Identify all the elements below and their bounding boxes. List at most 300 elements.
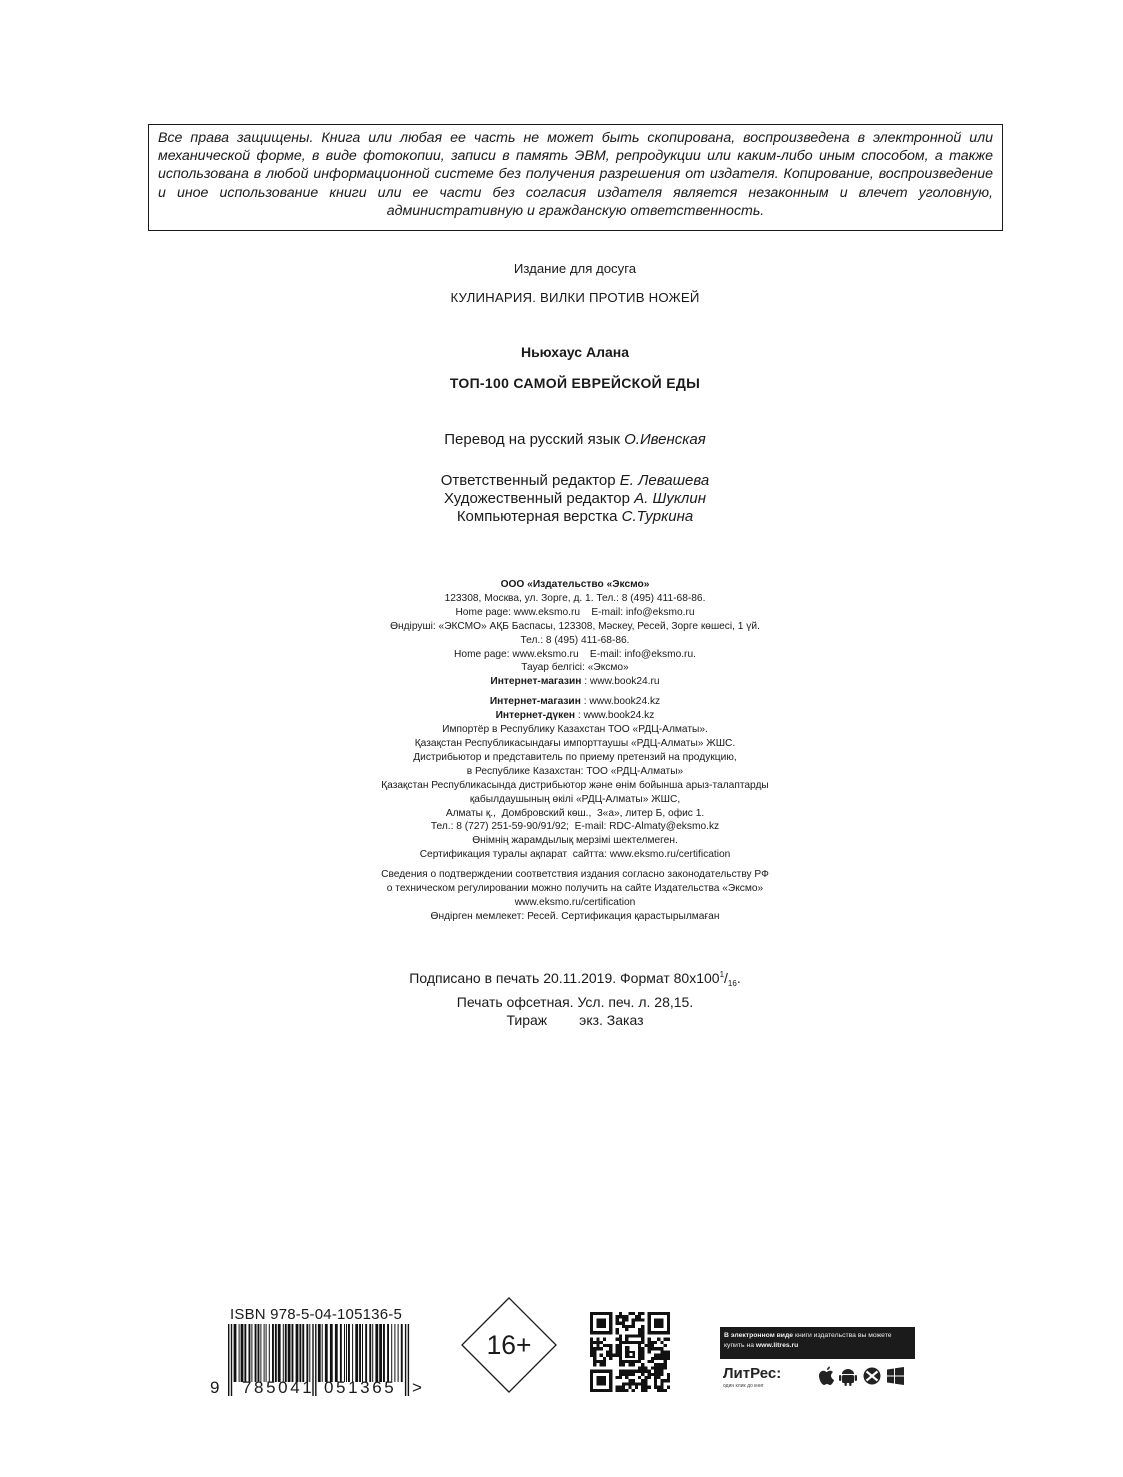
barcode-bar xyxy=(283,1324,284,1382)
qr-module xyxy=(667,1354,670,1357)
online-shop-kz-kazakh: Интернет-дүкен : www.book24.kz xyxy=(495,710,655,722)
qr-module xyxy=(660,1379,663,1382)
barcode-bar xyxy=(362,1324,363,1382)
qr-module xyxy=(641,1373,644,1376)
qr-module xyxy=(590,1338,593,1341)
qr-module xyxy=(625,1389,628,1392)
qr-module xyxy=(638,1366,641,1369)
qr-module xyxy=(593,1354,596,1357)
qr-module xyxy=(660,1357,663,1360)
qr-module xyxy=(632,1312,635,1315)
qr-code-icon xyxy=(590,1312,670,1392)
qr-module xyxy=(644,1376,647,1379)
qr-module xyxy=(657,1389,660,1392)
qr-module xyxy=(616,1344,619,1347)
barcode-bar xyxy=(228,1324,229,1396)
qr-module xyxy=(660,1370,663,1373)
publisher-name: ООО «Издательство «Эксмо» xyxy=(500,579,650,590)
qr-module xyxy=(664,1389,667,1392)
qr-module xyxy=(667,1350,670,1353)
qr-module xyxy=(638,1334,641,1337)
qr-module xyxy=(644,1344,647,1347)
qr-module xyxy=(616,1347,619,1350)
qr-module xyxy=(638,1312,641,1315)
barcode-bar xyxy=(355,1324,358,1382)
qr-module xyxy=(590,1350,593,1353)
publisher-line: Home page: www.eksmo.ru E-mail: info@eksmo.ru xyxy=(455,606,695,618)
qr-module xyxy=(654,1363,657,1366)
platform-icons xyxy=(816,1365,912,1387)
barcode-digit-first: 9 xyxy=(210,1378,220,1397)
qr-module xyxy=(660,1341,663,1344)
qr-module xyxy=(619,1376,622,1379)
qr-module xyxy=(616,1338,619,1341)
qr-module xyxy=(616,1328,619,1331)
qr-module xyxy=(638,1370,641,1373)
qr-module xyxy=(651,1366,654,1369)
print-line: Тираж экз. Заказ xyxy=(506,1012,644,1028)
qr-module xyxy=(657,1354,660,1357)
litres-banner xyxy=(720,1327,915,1394)
publisher-line: Тел.: 8 (727) 251-59-90/91/92; E-mail: RDC-Almaty@eksmo.kz xyxy=(430,821,720,833)
xbox-icon xyxy=(864,1368,881,1385)
qr-module xyxy=(625,1382,628,1385)
qr-module xyxy=(609,1347,612,1350)
qr-module xyxy=(667,1379,670,1382)
qr-module xyxy=(657,1363,660,1366)
certification-line: Өндірген мемлекет: Ресей. Сертификация қарастырылмаған xyxy=(430,910,720,922)
barcode-bar xyxy=(335,1324,338,1382)
qr-module xyxy=(664,1338,667,1341)
barcode-bar xyxy=(251,1324,252,1382)
qr-module xyxy=(654,1382,657,1385)
qr-module xyxy=(641,1363,644,1366)
qr-module xyxy=(648,1341,651,1344)
barcode-bar xyxy=(306,1324,308,1382)
qr-module xyxy=(641,1350,644,1353)
qr-module xyxy=(641,1354,644,1357)
series-name: КУЛИНАРИЯ. ВИЛКИ ПРОТИВ НОЖЕЙ xyxy=(450,290,700,305)
publisher-line: Дистрибьютор и представитель по приему претензий на продукцию, xyxy=(413,751,737,763)
qr-module xyxy=(603,1338,606,1341)
qr-module xyxy=(590,1344,593,1347)
qr-module xyxy=(596,1347,599,1350)
barcode-bar xyxy=(285,1324,287,1382)
qr-module xyxy=(622,1322,625,1325)
qr-module xyxy=(667,1373,670,1376)
qr-module xyxy=(664,1363,667,1366)
qr-module xyxy=(625,1328,628,1331)
publisher-line: в Республике Казахстан: ТОО «РДЦ-Алматы» xyxy=(466,765,684,777)
qr-module xyxy=(606,1354,609,1357)
qr-module xyxy=(629,1353,632,1356)
publisher-line: Home page: www.eksmo.ru E-mail: info@eksmo.ru. xyxy=(454,648,696,660)
qr-module xyxy=(593,1350,596,1353)
qr-module xyxy=(651,1347,654,1350)
age-rating-text: 16+ xyxy=(486,1329,532,1360)
qr-module xyxy=(628,1379,631,1382)
barcode-bar xyxy=(315,1324,316,1396)
qr-module xyxy=(612,1354,615,1357)
barcode-bar xyxy=(383,1324,385,1382)
qr-module xyxy=(660,1350,663,1353)
barcode-bar xyxy=(234,1324,237,1382)
barcode-digit-end: > xyxy=(412,1378,422,1397)
qr-module xyxy=(622,1386,625,1389)
qr-module xyxy=(606,1350,609,1353)
qr-module xyxy=(600,1354,603,1357)
publisher-line: 123308, Москва, ул. Зорге, д. 1. Тел.: 8 (495) 411-68-86. xyxy=(444,592,706,604)
barcode-digits-left: 785041 xyxy=(242,1378,315,1397)
qr-module xyxy=(664,1366,667,1369)
publisher-line: Қазақстан Республикасындағы импорттаушы «РДЦ-Алматы» ЖШС. xyxy=(414,737,736,749)
qr-module xyxy=(616,1350,619,1353)
qr-module xyxy=(638,1382,641,1385)
qr-module xyxy=(628,1370,631,1373)
barcode-bar xyxy=(296,1324,299,1382)
barcode-bar xyxy=(346,1324,347,1382)
barcode-bar xyxy=(302,1324,304,1382)
qr-module xyxy=(625,1376,628,1379)
qr-module xyxy=(660,1363,663,1366)
qr-module xyxy=(619,1315,622,1318)
qr-module xyxy=(590,1341,593,1344)
qr-module xyxy=(593,1347,596,1350)
qr-module xyxy=(657,1347,660,1350)
litres-logo: ЛитРес: xyxy=(723,1365,782,1382)
publisher-line: Қазақстан Республикасында дистрибьютор және өнім бойынша арыз-талаптарды xyxy=(381,779,769,791)
qr-module xyxy=(664,1360,667,1363)
editorial-credits xyxy=(0,472,1123,526)
qr-module xyxy=(616,1315,619,1318)
apple-icon xyxy=(819,1367,834,1386)
qr-module xyxy=(600,1360,603,1363)
qr-module xyxy=(654,1354,657,1357)
barcode-bar xyxy=(330,1324,333,1382)
qr-module xyxy=(664,1354,667,1357)
qr-module xyxy=(667,1338,670,1341)
qr-module xyxy=(648,1386,651,1389)
qr-module xyxy=(619,1370,622,1373)
qr-module xyxy=(654,1341,657,1344)
qr-module xyxy=(628,1363,631,1366)
qr-module xyxy=(590,1347,593,1350)
litres-slogan: один клик до книг xyxy=(723,1383,764,1389)
qr-module xyxy=(641,1386,644,1389)
qr-module xyxy=(593,1341,596,1344)
qr-module xyxy=(641,1382,644,1385)
qr-module xyxy=(609,1350,612,1353)
qr-module xyxy=(654,1366,657,1369)
qr-module xyxy=(667,1357,670,1360)
qr-module xyxy=(644,1386,647,1389)
author-name: Ньюхаус Алана xyxy=(520,344,630,360)
publisher-line: Импортёр в Республику Казахстан ТОО «РДЦ-Алматы». xyxy=(442,724,708,736)
qr-module xyxy=(625,1325,628,1328)
qr-module xyxy=(609,1357,612,1360)
barcode-bar xyxy=(401,1324,403,1382)
qr-module xyxy=(657,1357,660,1360)
qr-module xyxy=(644,1370,647,1373)
qr-module xyxy=(632,1334,635,1337)
qr-module xyxy=(657,1338,660,1341)
qr-module xyxy=(648,1338,651,1341)
qr-module xyxy=(622,1382,625,1385)
translation-label: Перевод на русский язык xyxy=(444,431,620,448)
barcode-bar xyxy=(408,1324,409,1396)
qr-module xyxy=(664,1357,667,1360)
qr-module xyxy=(635,1315,638,1318)
qr-module xyxy=(657,1366,660,1369)
qr-module xyxy=(635,1370,638,1373)
barcode-bar xyxy=(258,1324,260,1382)
barcode-bar xyxy=(249,1324,251,1382)
qr-module xyxy=(619,1322,622,1325)
barcode-bar xyxy=(348,1324,350,1382)
credit-line: Ответственный редактор Е. Левашева xyxy=(440,472,710,489)
qr-module xyxy=(654,1370,657,1373)
qr-module xyxy=(657,1373,660,1376)
qr-module xyxy=(641,1312,644,1315)
qr-module xyxy=(616,1389,619,1392)
qr-module xyxy=(632,1370,635,1373)
qr-module xyxy=(638,1315,641,1318)
barcode-bar xyxy=(322,1324,323,1382)
qr-module xyxy=(641,1347,644,1350)
publisher-line: Алматы қ., Домбровский көш., 3«а», литер Б, офис 1. xyxy=(445,807,705,819)
qr-module xyxy=(593,1363,596,1366)
barcode-bar xyxy=(359,1324,361,1382)
qr-module xyxy=(632,1325,635,1328)
qr-module xyxy=(660,1373,663,1376)
qr-module xyxy=(660,1389,663,1392)
qr-module xyxy=(625,1334,628,1337)
qr-module xyxy=(651,1344,654,1347)
book-title: ТОП-100 САМОЙ ЕВРЕЙСКОЙ ЕДЫ xyxy=(449,375,701,391)
barcode-bar xyxy=(379,1324,382,1382)
windows-icon xyxy=(887,1367,904,1385)
qr-module xyxy=(596,1318,606,1328)
copyright-notice: Все права защищены. Книга или любая ее часть не может быть скопирована, воспроизведена в электронной или механической форме, в виде фотокопии, записи в память ЭВМ, репродукции или каким-либо иным способом, а также использована в любой информационной системе без получения разрешения от издателя. Копирование, воспроизведение и иное использование книги или ее части без согласия издателя является незаконным и влечет уголовную, административную и гражданскую ответственность. xyxy=(148,124,1003,231)
barcode-bar xyxy=(264,1324,265,1382)
qr-module xyxy=(638,1328,641,1331)
qr-module xyxy=(619,1386,622,1389)
certification-line: Сведения о подтверждении соответствия издания согласно законодательству РФ xyxy=(381,869,769,881)
qr-module xyxy=(616,1322,619,1325)
qr-module xyxy=(622,1363,625,1366)
barcode-bar xyxy=(272,1324,274,1382)
qr-module xyxy=(654,1373,657,1376)
qr-module xyxy=(641,1338,644,1341)
isbn-label: ISBN 978-5-04-105136-5 xyxy=(230,1306,403,1323)
qr-module xyxy=(641,1341,644,1344)
qr-module xyxy=(632,1389,635,1392)
barcode-bar xyxy=(309,1324,310,1382)
qr-module xyxy=(625,1318,628,1321)
qr-module xyxy=(622,1370,625,1373)
qr-module xyxy=(600,1341,603,1344)
qr-module xyxy=(628,1386,631,1389)
qr-module xyxy=(625,1315,628,1318)
barcode-bar xyxy=(372,1324,373,1382)
qr-module xyxy=(648,1373,651,1376)
barcode-bar xyxy=(387,1324,389,1382)
qr-module xyxy=(657,1370,660,1373)
online-shop-ru: Интернет-магазин : www.book24.ru xyxy=(490,676,660,688)
qr-module xyxy=(628,1334,631,1337)
qr-module xyxy=(654,1376,657,1379)
qr-module xyxy=(628,1382,631,1385)
barcode-bar xyxy=(405,1324,406,1396)
qr-module xyxy=(596,1360,599,1363)
barcode-bar xyxy=(318,1324,321,1382)
publisher-line: Өнімнің жарамдылық мерзімі шектелмеген. xyxy=(472,835,678,847)
qr-module xyxy=(603,1357,606,1360)
qr-module xyxy=(651,1357,654,1360)
barcode-bar xyxy=(340,1324,342,1382)
qr-module xyxy=(664,1344,667,1347)
qr-module xyxy=(660,1354,663,1357)
qr-module xyxy=(641,1357,644,1360)
qr-module xyxy=(616,1331,619,1334)
qr-module xyxy=(635,1318,638,1321)
print-line: Печать офсетная. Усл. печ. л. 28,15. xyxy=(456,994,694,1010)
barcode-bar xyxy=(375,1324,378,1382)
qr-module xyxy=(632,1379,635,1382)
qr-module xyxy=(619,1373,622,1376)
qr-module xyxy=(622,1325,625,1328)
qr-module xyxy=(648,1344,651,1347)
publisher-line: Өндіруші: «ЭКСМО» АҚБ Баспасы, 123308, Мәскеу, Ресей, Зорге көшесі, 1 үй. xyxy=(390,620,760,632)
barcode-bar xyxy=(352,1324,353,1382)
qr-module xyxy=(622,1389,625,1392)
qr-module xyxy=(603,1360,606,1363)
qr-module xyxy=(641,1366,644,1369)
qr-module xyxy=(596,1341,599,1344)
qr-module xyxy=(632,1318,635,1321)
translation-credit xyxy=(0,431,1123,449)
qr-module xyxy=(628,1312,631,1315)
barcode-bar xyxy=(391,1324,392,1382)
barcode-bar xyxy=(275,1324,277,1382)
barcode-bar xyxy=(278,1324,281,1382)
qr-module xyxy=(628,1373,631,1376)
qr-module xyxy=(590,1354,593,1357)
qr-module xyxy=(616,1386,619,1389)
qr-module xyxy=(654,1379,657,1382)
qr-module xyxy=(644,1389,647,1392)
qr-module xyxy=(635,1386,638,1389)
qr-module xyxy=(651,1360,654,1363)
qr-module xyxy=(641,1334,644,1337)
barcode-bar xyxy=(260,1324,261,1382)
qr-module xyxy=(641,1379,644,1382)
barcode-bar xyxy=(266,1324,267,1382)
litres-banner-text: В электронном виде книги издательства вы можете купить на www.litres.ru xyxy=(720,1327,915,1359)
barcode-bar xyxy=(398,1324,399,1382)
barcode-bar xyxy=(292,1324,294,1382)
qr-module xyxy=(660,1366,663,1369)
qr-module xyxy=(609,1344,612,1347)
credit-line: Художественный редактор А. Шуклин xyxy=(444,490,706,507)
qr-module xyxy=(648,1360,651,1363)
age-rating-badge xyxy=(460,1296,558,1394)
edition-type: Издание для досуга xyxy=(513,261,637,276)
qr-module xyxy=(622,1318,625,1321)
barcode-bar xyxy=(255,1324,257,1382)
qr-module xyxy=(596,1344,599,1347)
qr-module xyxy=(641,1325,644,1328)
android-icon xyxy=(839,1369,857,1386)
qr-module xyxy=(632,1322,635,1325)
qr-module xyxy=(616,1354,619,1357)
translator-name: О.Ивенская xyxy=(624,431,706,448)
qr-module xyxy=(654,1318,664,1328)
certification-line: www.eksmo.ru/certification xyxy=(514,896,636,908)
qr-module xyxy=(616,1376,619,1379)
qr-module xyxy=(664,1350,667,1353)
credit-line: Компьютерная верстка С.Туркина xyxy=(456,508,694,525)
barcode-bar xyxy=(244,1324,246,1382)
qr-module xyxy=(644,1379,647,1382)
qr-module xyxy=(641,1389,644,1392)
barcode-bar xyxy=(239,1324,240,1382)
qr-module xyxy=(632,1373,635,1376)
certification-line: о техническом регулировании можно получить на сайте Издательства «Эксмо» xyxy=(386,883,764,895)
qr-module xyxy=(638,1318,641,1321)
barcode-bar xyxy=(325,1324,328,1382)
qr-module xyxy=(660,1382,663,1385)
qr-module xyxy=(593,1360,596,1363)
print-line: Подписано в печать 20.11.2019. Формат $80x100^1/_{16}$. xyxy=(409,970,741,988)
qr-module xyxy=(664,1379,667,1382)
qr-module xyxy=(593,1357,596,1360)
qr-module xyxy=(619,1389,622,1392)
qr-module xyxy=(641,1370,644,1373)
qr-module xyxy=(651,1341,654,1344)
qr-module xyxy=(635,1334,638,1337)
publisher-line: Тауар белгісі: «Эксмо» xyxy=(521,662,629,674)
publisher-line: Сертификация туралы ақпарат сайтта: www.eksmo.ru/certification xyxy=(419,849,731,861)
barcode-bar xyxy=(365,1324,367,1382)
qr-module xyxy=(619,1312,622,1315)
print-info xyxy=(0,966,1123,1029)
qr-module xyxy=(657,1376,660,1379)
qr-module xyxy=(628,1325,631,1328)
qr-module xyxy=(648,1350,651,1353)
barcode-bar xyxy=(231,1324,232,1396)
qr-module xyxy=(619,1338,622,1341)
qr-module xyxy=(606,1344,609,1347)
qr-module xyxy=(603,1344,606,1347)
qr-module xyxy=(641,1331,644,1334)
qr-module xyxy=(660,1347,663,1350)
qr-module xyxy=(654,1357,657,1360)
qr-module xyxy=(644,1382,647,1385)
qr-module xyxy=(600,1363,603,1366)
qr-module xyxy=(667,1386,670,1389)
qr-module xyxy=(657,1386,660,1389)
qr-module xyxy=(654,1386,657,1389)
qr-module xyxy=(638,1331,641,1334)
qr-module xyxy=(654,1347,657,1350)
qr-module xyxy=(644,1366,647,1369)
qr-module xyxy=(667,1376,670,1379)
qr-module xyxy=(603,1363,606,1366)
qr-module xyxy=(622,1315,625,1318)
qr-module xyxy=(638,1376,641,1379)
online-shop-kz: Интернет-магазин : www.book24.kz xyxy=(489,696,661,708)
